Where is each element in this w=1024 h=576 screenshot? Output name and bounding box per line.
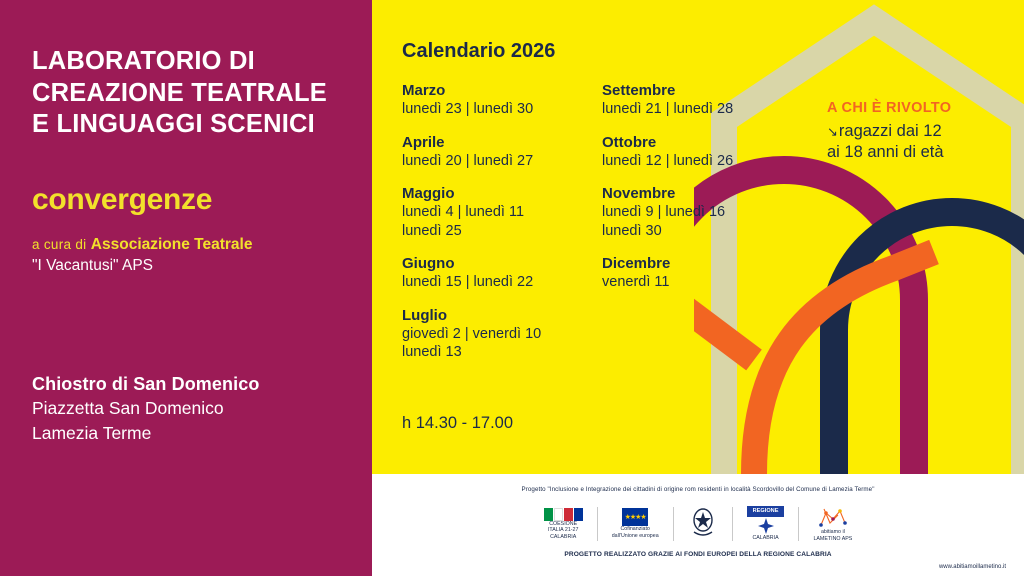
regione-calabria-logo <box>747 502 785 546</box>
brand-name: convergenze <box>32 182 213 216</box>
network-icon <box>816 505 850 529</box>
divider <box>673 507 674 541</box>
calendar-month: Dicembre <box>602 255 671 273</box>
footer-funding-text: PROGETTO REALIZZATO GRAZIE AI FONDI EUROPEI DELLA REGIONE CALABRIA <box>564 551 832 558</box>
calendar-entry <box>602 134 762 171</box>
calendar-entry <box>602 82 762 119</box>
calabria-cross-icon <box>756 517 776 535</box>
page-title <box>32 46 342 141</box>
emblem-icon <box>688 506 718 542</box>
eu-cofinanced-logo <box>612 502 659 546</box>
footer-url[interactable]: www.abitiamoillametino.it <box>938 564 1006 570</box>
calendar-month: Giugno <box>402 255 455 273</box>
calendar-dates: lunedì 23 | lunedì 30 <box>402 101 534 117</box>
calendar-month: Luglio <box>402 306 447 324</box>
divider <box>597 507 598 541</box>
audience-line-1: ragazzi dai 12 <box>838 122 942 140</box>
left-panel <box>0 0 372 576</box>
regione-calabria-mark: REGIONE <box>747 506 785 517</box>
regione-calabria-caption: CALABRIA <box>752 535 779 542</box>
venue-city: Lamezia Terme <box>32 422 152 443</box>
calendar-month: Settembre <box>602 82 676 99</box>
coesione-flag-icon <box>544 508 583 521</box>
calendar-dates: lunedì 9 | lunedì 16 <box>602 204 726 221</box>
eu-cofinanced-caption: Cofinanziato dall'Unione europea <box>611 526 659 539</box>
footer-project-note: Progetto "Inclusione e Integrazione dei cittadini di origine rom residenti in località Scordovillo del Comune di Lamezia Terme" <box>521 486 875 493</box>
calendar-month: Novembre <box>602 185 676 203</box>
calendar-column-2 <box>602 82 762 377</box>
divider <box>798 507 799 541</box>
calendar-entry <box>402 82 562 119</box>
calendar-month: Maggio <box>402 185 455 203</box>
calendar-dates: lunedì 21 | lunedì 28 <box>602 101 734 117</box>
calendar-column-1 <box>402 82 562 377</box>
calendar-entry <box>402 255 562 292</box>
audience-line-2: ai 18 anni di età <box>827 142 944 161</box>
footer-logos <box>372 501 1024 547</box>
venue-block <box>32 374 259 445</box>
calendar-dates: lunedì 25 <box>402 222 462 239</box>
repubblica-italiana-logo <box>688 502 718 546</box>
calendar-title: Calendario 2026 <box>402 40 556 62</box>
calendar-hours: h 14.30 - 17.00 <box>402 414 514 432</box>
calendar-month: Marzo <box>402 82 446 99</box>
audience-block <box>827 100 1017 162</box>
title-line-3: E LINGUAGGI SCENICI <box>32 110 315 139</box>
calendar-entry <box>402 134 562 171</box>
calendar-dates: lunedì 4 | lunedì 11 <box>402 204 525 221</box>
title-line-1: LABORATORIO DI <box>32 47 255 75</box>
title-line-2: CREAZIONE TEATRALE <box>32 78 327 107</box>
right-panel <box>372 0 1024 474</box>
calendar-dates: lunedì 12 | lunedì 26 <box>602 152 734 169</box>
curated-organization: Associazione Teatrale <box>90 235 253 253</box>
calendar-month: Aprile <box>402 133 445 151</box>
abitiamo-caption: abitiamo il LAMETINO APS <box>813 529 853 542</box>
calendar-dates: lunedì 15 | lunedì 22 <box>402 274 534 291</box>
abitiamo-il-lametino-aps-logo <box>813 502 852 546</box>
calendar-dates: venerdì 11 <box>602 274 670 291</box>
calendar-month: Ottobre <box>602 133 657 151</box>
calendar-entry <box>602 255 762 292</box>
venue-address: Piazzetta San Domenico <box>32 398 224 418</box>
footer <box>372 474 1024 576</box>
arrow-down-right-icon: ↘ <box>827 124 838 139</box>
divider <box>732 507 733 541</box>
calendar-entry <box>602 185 762 240</box>
coesione-italia-caption: COESIONE ITALIA 21-27 CALABRIA <box>547 520 579 540</box>
coesione-italia-logo <box>544 502 583 546</box>
calendar-entry <box>402 185 562 240</box>
venue-name: Chiostro di San Domenico <box>32 374 260 394</box>
calendar-entry <box>402 307 562 362</box>
calendar-dates: giovedì 2 | venerdì 10 <box>402 325 542 342</box>
curated-organization-second-line: "I Vacantusi" APS <box>32 256 154 274</box>
eu-flag-icon: ★★★★ <box>622 508 648 526</box>
curated-by <box>32 235 342 277</box>
calendar-columns <box>402 82 772 377</box>
calendar-dates: lunedì 13 <box>402 344 462 361</box>
audience-title: A CHI È RIVOLTO <box>827 100 952 116</box>
curated-prefix: a cura di <box>32 236 87 252</box>
audience-text <box>827 121 1017 162</box>
calendar-dates: lunedì 30 <box>602 222 662 239</box>
calendar-dates: lunedì 20 | lunedì 27 <box>402 152 534 169</box>
